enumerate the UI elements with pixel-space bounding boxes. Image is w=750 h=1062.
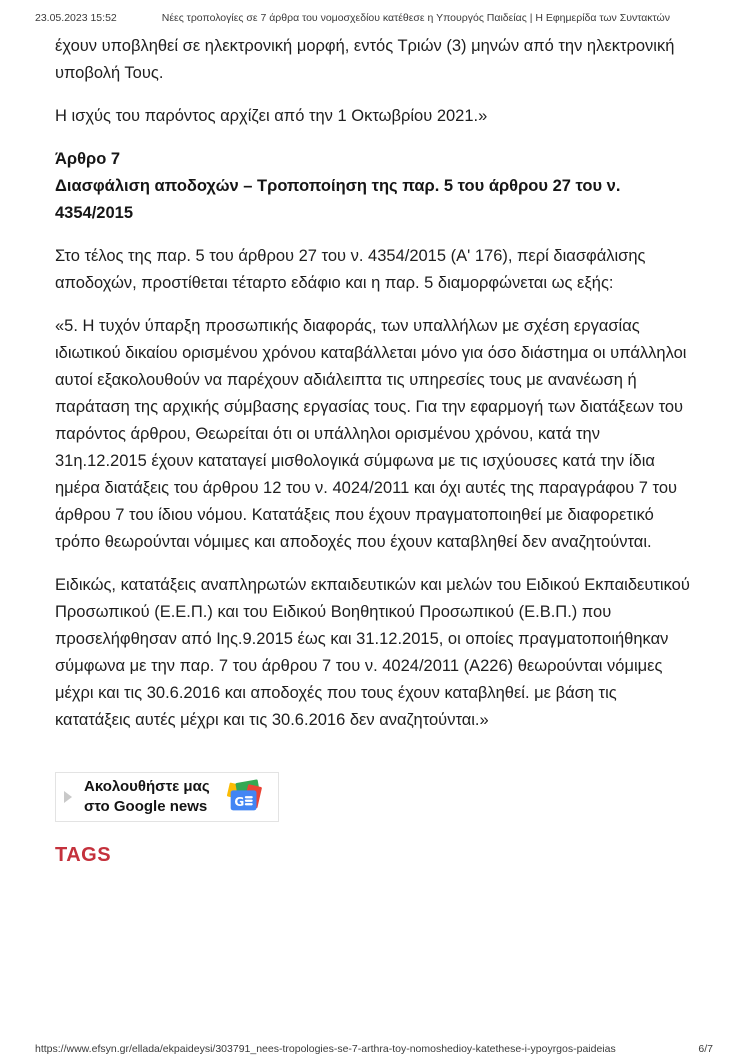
article-section-heading — [55, 146, 695, 227]
article-paragraph: έχουν υποβληθεί σε ηλεκτρονική μορφή, εντός Τριών (3) μηνών από την ηλεκτρονική υποβολή Τους. — [55, 37, 675, 82]
svg-text:G: G — [234, 794, 244, 809]
document-title: Νέες τροπολογίες σε 7 άρθρα του νομοσχεδίου κατέθεσε η Υπουργός Παιδείας | Η Εφημερίδα των Συντακτών — [161, 12, 670, 24]
chevron-right-icon — [64, 791, 72, 803]
article-content — [55, 33, 695, 869]
google-news-icon — [224, 777, 264, 817]
print-footer — [35, 1043, 713, 1055]
google-news-follow-label — [84, 777, 210, 817]
article-paragraph: Ειδικώς, κατατάξεις αναπληρωτών εκπαιδευτικών και μελών του Ειδικού Εκπαιδευτικού Προσωπικού (Ε.Ε.Π.) και του Ειδικού Βοηθητικού Προσωπικού (Ε.Β.Π.) που προσελήφθησαν από Ιης.9.2015 έως και 31.12.2015, οι οποίες πραγματοποιήθηκαν σύμφωνα με την παρ. 7 του άρθρου 7 του ν. 4024/2011 (Α226) θεωρούνται νόμιμες μέχρι και τις 30.6.2016 και αποδοχές που τους έχουν καταβληθεί. με βάση τις κατατάξεις αυτές μέχρι και τις 30.6.2016 δεν αναζητούνται.» — [55, 576, 690, 729]
tags-section-title: TAGS — [55, 844, 112, 866]
google-news-follow-label-line2: στο Google news — [84, 798, 208, 815]
page-indicator: 6/7 — [698, 1043, 713, 1055]
google-news-follow-button[interactable] — [55, 772, 279, 822]
source-url: https://www.efsyn.gr/ellada/ekpaideysi/303791_nees-tropologies-se-7-arthra-toy-nomoshedioy-katethese-i-ypoyrgos-paideias — [35, 1043, 616, 1055]
google-news-follow-label-line1: Ακολουθήστε μας — [84, 778, 210, 795]
article-paragraph: Η ισχύς του παρόντος αρχίζει από την 1 Οκτωβρίου 2021.» — [55, 107, 488, 125]
heading-article-number: Άρθρο 7 — [55, 150, 121, 168]
print-header — [35, 12, 715, 24]
article-paragraph: Στο τέλος της παρ. 5 του άρθρου 27 του ν. 4354/2015 (Α' 176), περί διασφάλισης αποδοχών, προστίθεται τέταρτο εδάφιο και η παρ. 5 διαμορφώνεται ως εξής: — [55, 247, 646, 292]
article-paragraph: «5. Η τυχόν ύπαρξη προσωπικής διαφοράς, των υπαλλήλων με σχέση εργασίας ιδιωτικού δικαίου ορισμένου χρόνου καταβάλλεται μόνο για όσο διάστημα οι υπάλληλοι αυτοί εξακολουθούν να παρέχουν αδιάλειπτα τις υπηρεσίες τους με ανανέωση ή παράταση της αρχικής σύμβασης εργασίας τους. Για την εφαρμογή των διατάξεων του παρόντος άρθρου, Θεωρείται ότι οι υπάλληλοι ορισμένου χρόνου, κατά την 31η.12.2015 έχουν καταταγεί μισθολογικά σύμφωνα με τις ισχύουσες κατά την ίδια ημέρα διατάξεις του άρθρου 12 του ν. 4024/2011 και όχι αυτές της παραγράφου 7 του άρθρου 7 του ίδιου νόμου. Κατατάξεις που έχουν πραγματοποιηθεί με διαφορετικό τρόπο θεωρούνται νόμιμες και αποδοχές που έχουν καταβληθεί δεν αναζητούνται. — [55, 317, 687, 551]
heading-article-subject: Διασφάλιση αποδοχών – Τροποποίηση της παρ. 5 του άρθρου 27 του ν. 4354/2015 — [55, 177, 621, 222]
print-datetime: 23.05.2023 15:52 — [35, 12, 117, 24]
